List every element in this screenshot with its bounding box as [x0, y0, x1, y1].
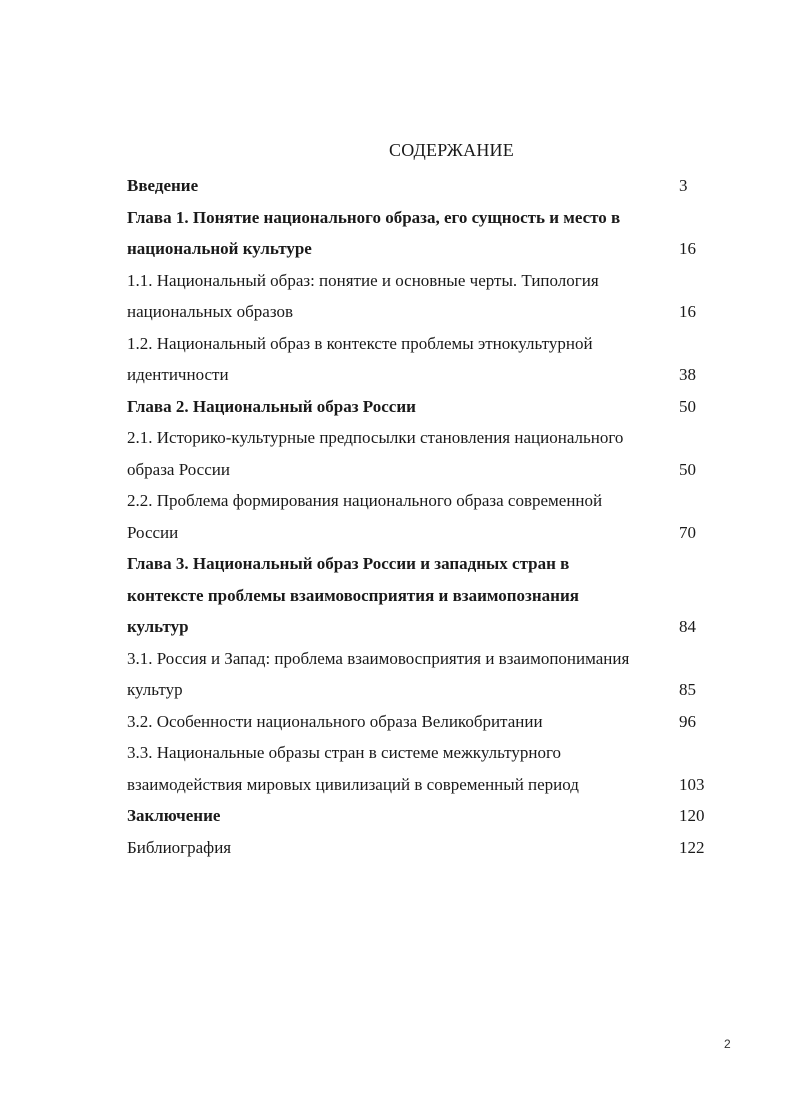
toc-entry-section-1-1-line-2 — [127, 296, 727, 328]
toc-entry-bibliography — [127, 832, 727, 864]
toc-entry-page: 120 — [679, 806, 705, 825]
toc-entry-text: 3.1. Россия и Запад: проблема взаимовосприятия и взаимопонимания — [127, 648, 630, 668]
toc-entry-section-2-1-line-2 — [127, 454, 727, 486]
toc-entry-introduction — [127, 170, 727, 202]
toc-entry-text: Заключение — [127, 806, 221, 825]
toc-entry-page — [679, 422, 727, 454]
toc-entry-section-3-1-line-1 — [127, 643, 727, 675]
toc-entry-text: 2.1. Историко-культурные предпосылки становления национального — [127, 428, 624, 447]
toc-entry-page: 122 — [679, 837, 705, 857]
toc-entry-section-1-2-line-2 — [127, 359, 727, 391]
toc-entry-text: России — [127, 522, 179, 542]
toc-entry-section-3-2 — [127, 706, 727, 738]
toc-entry-page: 38 — [679, 365, 696, 384]
toc-entry-text: национальной культуре — [127, 239, 312, 258]
toc-entry-section-3-3-line-2 — [127, 769, 727, 801]
toc-entry-page: 50 — [679, 396, 696, 416]
toc-entry-page: 84 — [679, 617, 696, 636]
toc-entry-section-2-2-line-1 — [127, 485, 727, 517]
toc-entry-chapter-1-line-1 — [127, 202, 727, 234]
toc-entry-page: 103 — [679, 774, 705, 794]
toc-entry-page: 16 — [679, 239, 696, 258]
toc-entry-text: 1.2. Национальный образ в контексте проблемы этнокультурной — [127, 333, 593, 353]
toc-entry-page — [679, 643, 727, 675]
toc-entry-text: культур — [127, 617, 189, 636]
toc-entry-page: 85 — [679, 680, 696, 699]
toc-entry-page — [679, 328, 727, 360]
toc-entry-chapter-1-line-2 — [127, 233, 727, 265]
toc-entry-chapter-3-line-3 — [127, 611, 727, 643]
toc-entry-text: Глава 2. Национальный образ России — [127, 396, 416, 416]
toc-entry-text: Глава 1. Понятие национального образа, его сущность и место в — [127, 207, 621, 227]
toc-entry-conclusion — [127, 800, 727, 832]
toc-entry-chapter-2 — [127, 391, 727, 423]
page-number: 2 — [724, 1037, 731, 1051]
table-of-contents — [127, 170, 727, 863]
toc-entry-chapter-3-line-2 — [127, 580, 727, 612]
toc-entry-page: 96 — [679, 711, 696, 731]
toc-entry-page: 50 — [679, 459, 696, 479]
toc-entry-text: культур — [127, 680, 183, 699]
toc-entry-page: 70 — [679, 522, 696, 542]
toc-entry-section-1-2-line-1 — [127, 328, 727, 360]
toc-entry-section-2-2-line-2 — [127, 517, 727, 549]
toc-entry-text: образа России — [127, 459, 230, 479]
toc-entry-page — [679, 580, 727, 612]
toc-entry-text: 3.2. Особенности национального образа Великобритании — [127, 711, 543, 731]
toc-entry-section-3-3-line-1 — [127, 737, 727, 769]
toc-entry-text: взаимодействия мировых цивилизаций в современный период — [127, 774, 579, 794]
toc-entry-section-3-1-line-2 — [127, 674, 727, 706]
toc-entry-page — [679, 202, 727, 234]
toc-entry-text: контексте проблемы взаимовосприятия и взаимопознания — [127, 585, 579, 605]
toc-entry-section-2-1-line-1 — [127, 422, 727, 454]
toc-entry-text: 3.3. Национальные образы стран в системе межкультурного — [127, 743, 562, 762]
toc-title: СОДЕРЖАНИЕ — [389, 140, 514, 160]
toc-entry-page: 16 — [679, 302, 696, 321]
toc-entry-text: Библиография — [127, 837, 232, 857]
toc-entry-text: Введение — [127, 176, 199, 195]
toc-entry-text: идентичности — [127, 365, 229, 384]
toc-entry-page — [679, 737, 727, 769]
toc-entry-page: 3 — [679, 176, 688, 195]
toc-entry-section-1-1-line-1 — [127, 265, 727, 297]
toc-entry-text: 2.2. Проблема формирования национального образа современной — [127, 491, 603, 510]
toc-entry-text: Глава 3. Национальный образ России и западных стран в — [127, 554, 570, 573]
toc-entry-page — [679, 485, 727, 517]
toc-entry-text: 1.1. Национальный образ: понятие и основные черты. Типология — [127, 270, 599, 290]
toc-entry-chapter-3-line-1 — [127, 548, 727, 580]
toc-entry-page — [679, 265, 727, 297]
toc-entry-page — [679, 548, 727, 580]
toc-entry-text: национальных образов — [127, 302, 293, 321]
